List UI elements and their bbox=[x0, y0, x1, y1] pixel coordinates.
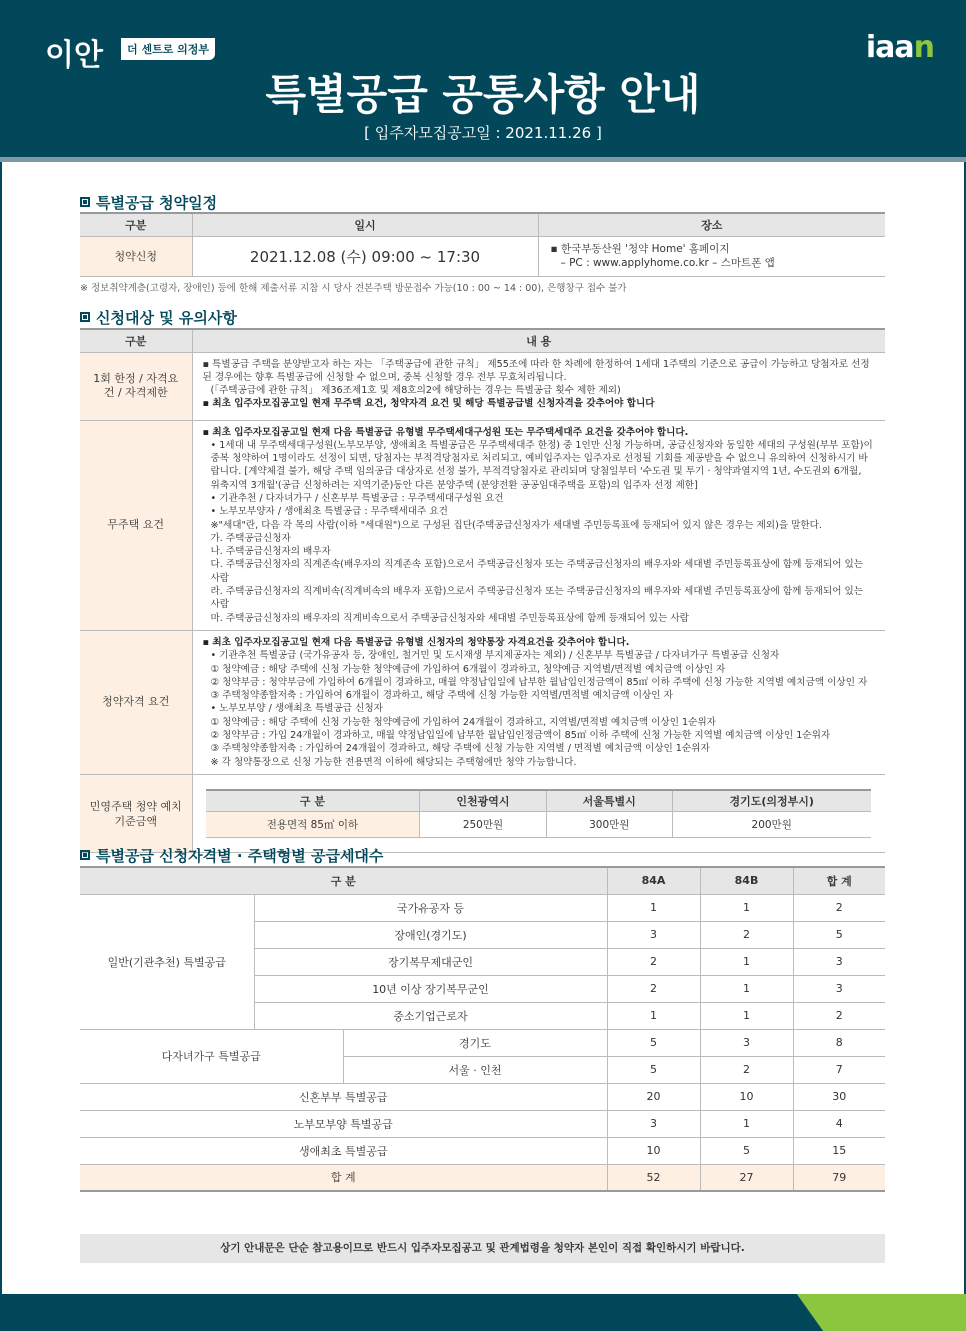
content-line: ※"세대"란, 다음 각 목의 사람(이하 "세대원")으로 구성된 집단(주택공급신청자가 세대별 주민등록표에 등재되어 있지 않은 경우는 제외)을 말한다. bbox=[210, 519, 822, 531]
cell-value: 1 bbox=[700, 975, 793, 1002]
content-line: 라. 주택공급신청자의 직계비속(직계비속의 배우자 포함)으로서 주택공급신청자 또는 주택공급신청자의 배우자와 세대별 주민등록표상에 함께 등재되어 있는 사람 bbox=[210, 586, 864, 611]
section-title-text: 특별공급 신청자격별 · 주택형별 공급세대수 bbox=[96, 847, 384, 865]
row-label: 생애최초 특별공급 bbox=[80, 1137, 607, 1164]
content-line: ▪ 최초 입주자모집공고일 현재 무주택 요건, 청약자격 요건 및 해당 특별공급별 신청자격을 갖추어야 합니다 bbox=[202, 398, 655, 410]
content-line: • 기관추천 특별공급 (국가유공자 등, 장애인, 철거민 및 도시재생 부지제공자는 제외) / 신혼부부 특별공급 / 다자녀가구 특별공급 신청자 bbox=[210, 650, 780, 662]
schedule-note: ※ 정보취약계층(고령자, 장애인) 등에 한해 제출서류 지참 시 당사 견본주택 방문접수 가능(10 : 00 ~ 14 : 00), 은행창구 접수 불가 bbox=[80, 283, 627, 294]
content-line: • 노부모부양 / 생애최초 특별공급 신청자 bbox=[210, 703, 383, 715]
brand-logo-left: 이안 bbox=[45, 38, 103, 73]
content-line: ※ 각 청약통장으로 신청 가능한 전용면적 이하에 해당되는 주택형에만 청약 가능합니다. bbox=[210, 756, 577, 768]
row-label: 장애인(경기도) bbox=[254, 921, 607, 948]
section-title-schedule bbox=[80, 192, 217, 213]
section-title-text: 신청대상 및 유의사항 bbox=[96, 309, 237, 327]
eligibility-row bbox=[80, 352, 885, 420]
page-title: 특별공급 공통사항 안내 bbox=[265, 70, 701, 119]
square-bullet-icon bbox=[80, 197, 90, 207]
eligibility-table bbox=[80, 328, 885, 853]
row-content bbox=[192, 420, 885, 630]
cell-value: 2 bbox=[607, 975, 700, 1002]
content-line: • 기관추천 / 다자녀가구 / 신혼부부 특별공급 : 무주택세대구성원 요건 bbox=[210, 492, 504, 504]
cell-value: 7 bbox=[793, 1056, 885, 1083]
disclaimer-note: 상기 안내문은 단순 참고용이므로 반드시 입주자모집공고 및 관계법령을 청약자 본인이 직접 확인하시기 바랍니다. bbox=[80, 1234, 885, 1263]
place-line: ▪ 한국부동산원 '청약 Home' 홈페이지 bbox=[550, 243, 730, 255]
cell-value: 27 bbox=[700, 1164, 793, 1191]
schedule-datetime: 2021.12.08 (수) 09:00 ~ 17:30 bbox=[192, 236, 538, 276]
cell-value: 2 bbox=[607, 948, 700, 975]
content-line: ▪ 최초 입주자모집공고일 현재 다음 특별공급 유형별 무주택세대구성원 또는 무주택세대주 요건을 갖추어야 합니다. bbox=[202, 426, 689, 438]
eligibility-row bbox=[80, 420, 885, 630]
col-header: 84A bbox=[607, 867, 700, 894]
deposit-cell bbox=[192, 774, 885, 853]
cell-value: 2 bbox=[700, 921, 793, 948]
deposit-value: 250만원 bbox=[420, 812, 546, 838]
group-label: 다자녀가구 특별공급 bbox=[80, 1029, 343, 1083]
col-header: 구 분 bbox=[206, 790, 420, 812]
content-line: ③ 주택청약종합저축 : 가입하여 24개월이 경과하고, 해당 주택에 신청 가능한 지역별 / 면적별 예치금액 이상인 1순위자 bbox=[210, 743, 710, 755]
cell-value: 1 bbox=[607, 894, 700, 921]
row-label: 국가유공자 등 bbox=[254, 894, 607, 921]
cell-value: 5 bbox=[607, 1056, 700, 1083]
cell-value: 52 bbox=[607, 1164, 700, 1191]
section-title-supply bbox=[80, 845, 383, 866]
schedule-table bbox=[80, 212, 885, 277]
brand-logo-right bbox=[866, 30, 934, 65]
row-label: 청약자격 요건 bbox=[80, 630, 192, 774]
content-line: • 노부모부양자 / 생애최초 특별공급 : 무주택세대주 요건 bbox=[210, 506, 448, 518]
cell-value: 20 bbox=[607, 1083, 700, 1110]
col-header: 서울특별시 bbox=[546, 790, 672, 812]
content-line: (「주택공급에 관한 규칙」 제36조제1호 및 제8호의2에 해당하는 경우는 특별공급 횟수 제한 제외) bbox=[210, 385, 621, 397]
row-label: 경기도 bbox=[343, 1029, 607, 1056]
col-header: 내 용 bbox=[192, 329, 885, 352]
col-header: 장소 bbox=[538, 213, 885, 236]
row-label: 무주택 요건 bbox=[80, 420, 192, 630]
logo-right-text: iaa bbox=[865, 30, 914, 65]
cell-value: 3 bbox=[793, 975, 885, 1002]
table-row bbox=[80, 1083, 885, 1110]
cell-value: 1 bbox=[700, 1002, 793, 1029]
row-label: 1회 한정 / 자격요건 / 자격제한 bbox=[80, 352, 192, 420]
cell-value: 15 bbox=[793, 1137, 885, 1164]
cell-value: 1 bbox=[700, 948, 793, 975]
row-label: 노부모부양 특별공급 bbox=[80, 1110, 607, 1137]
announcement-date: [ 입주자모집공고일 : 2021.11.26 ] bbox=[364, 124, 602, 142]
content-line: ① 청약예금 : 해당 주택에 신청 가능한 청약예금에 가입하여 6개월이 경과하고, 청약예금 지역별/면적별 예치금액 이상인 자 bbox=[210, 663, 726, 675]
content-line: ② 청약부금 : 청약부금에 가입하여 6개월이 경과하고, 매월 약정납입일에 납부한 월납입인정금액이 85㎡ 이하 주택에 신청 가능한 지역별 예치금액 이상인 자 bbox=[210, 676, 868, 688]
row-label: 청약신청 bbox=[80, 236, 192, 276]
row-label: 10년 이상 장기복무군인 bbox=[254, 975, 607, 1002]
cell-value: 30 bbox=[793, 1083, 885, 1110]
deposit-value: 300만원 bbox=[546, 812, 672, 838]
content-line: ① 청약예금 : 해당 주택에 신청 가능한 청약예금에 가입하여 24개월이 경과하고, 지역별/면적별 예치금액 이상인 1순위자 bbox=[210, 716, 716, 728]
table-row bbox=[80, 1164, 885, 1191]
cell-value: 1 bbox=[700, 1110, 793, 1137]
cell-value: 8 bbox=[793, 1029, 885, 1056]
col-header: 구 분 bbox=[80, 867, 607, 894]
row-label: 중소기업근로자 bbox=[254, 1002, 607, 1029]
cell-value: 3 bbox=[700, 1029, 793, 1056]
cell-value: 1 bbox=[700, 894, 793, 921]
supply-table bbox=[80, 866, 885, 1192]
cell-value: 10 bbox=[607, 1137, 700, 1164]
content-line: 가. 주택공급신청자 bbox=[210, 532, 291, 544]
square-bullet-icon bbox=[80, 312, 90, 322]
content-line: ▪ 특별공급 주택을 분양받고자 하는 자는 「주택공급에 관한 규칙」 제55조에 따라 한 차례에 한정하여 1세대 1주택의 기준으로 공급이 가능하고 당첨자로 선정된 경우에는 향후 특별공급에 신청할 수 없으며, 중복 신청할 경우 전부 무효처리됩니다. bbox=[202, 358, 870, 383]
col-header: 경기도(의정부시) bbox=[672, 790, 870, 812]
section-title-eligibility bbox=[80, 307, 237, 328]
col-header: 구분 bbox=[80, 213, 192, 236]
table-row bbox=[80, 1137, 885, 1164]
row-content bbox=[192, 630, 885, 774]
section-title-text: 특별공급 청약일정 bbox=[96, 194, 218, 212]
content-line: 마. 주택공급신청자의 배우자의 직계비속으로서 주택공급신청자와 세대별 주민등록표상에 함께 등재되어 있는 사람 bbox=[210, 612, 689, 624]
col-header: 인천광역시 bbox=[420, 790, 546, 812]
cell-value: 10 bbox=[700, 1083, 793, 1110]
row-label: 민영주택 청약 예치기준금액 bbox=[80, 774, 192, 853]
cell-value: 5 bbox=[700, 1137, 793, 1164]
eligibility-row bbox=[80, 630, 885, 774]
cell-value: 5 bbox=[793, 921, 885, 948]
row-label: 서울 · 인천 bbox=[343, 1056, 607, 1083]
col-header: 합 계 bbox=[793, 867, 885, 894]
col-header: 구분 bbox=[80, 329, 192, 352]
deposit-table bbox=[206, 789, 871, 839]
table-row bbox=[80, 1029, 885, 1056]
row-content bbox=[192, 352, 885, 420]
cell-value: 3 bbox=[607, 921, 700, 948]
cell-value: 79 bbox=[793, 1164, 885, 1191]
col-header: 일시 bbox=[192, 213, 538, 236]
table-row bbox=[80, 1110, 885, 1137]
cell-value: 5 bbox=[607, 1029, 700, 1056]
content-line: • 1세대 내 무주택세대구성원(노부모부양, 생애최초 특별공급은 무주택세대주 한정) 중 1인만 신청 가능하며, 공급신청자와 동일한 세대의 구성원(부부 포함)이 중복 청약하여 1명이라도 선정이 되면, 당첨자는 부적격당첨자로 처리되고, 예비입주자는 입주자로 선정될 기회를 제공받을 수 없으니 유의하여 신청하시기 바랍니다. [계약체결 불가, 해당 주택 임의공급 대상자로 선정 불가, 부적격당첨자로 관리되며 당첨일부터 '수도권 및 투기 · 청약과열지역 1년, 수도권외 6개월, 위축지역 3개월'(공급 신청하려는 지역기준)동안 다른 분양주택 (분양전환 공공임대주택을 포함)의 입주자 선정 제한] bbox=[210, 439, 873, 491]
row-label: 신혼부부 특별공급 bbox=[80, 1083, 607, 1110]
logo-right-accent: n bbox=[913, 30, 934, 65]
cell-value: 3 bbox=[607, 1110, 700, 1137]
content-line: ③ 주택청약종합저축 : 가입하여 6개월이 경과하고, 해당 주택에 신청 가능한 지역별/면적별 예치금액 이상인 자 bbox=[210, 690, 673, 702]
content-line: ② 청약부금 : 가입 24개월이 경과하고, 매월 약정납입일에 납부한 월납입인정금액이 85㎡ 이하 주택에 신청 가능한 지역별 예치금액 이상인 1순위자 bbox=[210, 730, 831, 742]
group-label: 일반(기관추천) 특별공급 bbox=[80, 894, 254, 1029]
cell-value: 4 bbox=[793, 1110, 885, 1137]
content-line: ▪ 최초 입주자모집공고일 현재 다음 특별공급 유형별 신청자의 청약통장 자격요건을 갖추어야 합니다. bbox=[202, 636, 630, 648]
content-line: 다. 주택공급신청자의 직계존속(배우자의 직계존속 포함)으로서 주택공급신청자 또는 주택공급신청자의 배우자와 세대별 주민등록표상에 함께 등재되어 있는 사람 bbox=[210, 559, 864, 584]
deposit-value: 200만원 bbox=[672, 812, 870, 838]
cell-value: 2 bbox=[793, 1002, 885, 1029]
col-header: 84B bbox=[700, 867, 793, 894]
brand-tag: 더 센트로 의정부 bbox=[121, 38, 215, 60]
cell-value: 2 bbox=[793, 894, 885, 921]
row-label: 합 계 bbox=[80, 1164, 607, 1191]
schedule-place bbox=[538, 236, 885, 276]
place-url[interactable]: – PC : www.applyhome.co.kr – 스마트폰 앱 bbox=[560, 257, 775, 269]
cell-value: 1 bbox=[607, 1002, 700, 1029]
square-bullet-icon bbox=[80, 850, 90, 860]
row-label: 장기복무제대군인 bbox=[254, 948, 607, 975]
row-label: 전용면적 85㎡ 이하 bbox=[206, 812, 420, 838]
cell-value: 3 bbox=[793, 948, 885, 975]
cell-value: 2 bbox=[700, 1056, 793, 1083]
table-row bbox=[80, 894, 885, 921]
header-banner bbox=[0, 0, 966, 162]
content-line: 나. 주택공급신청자의 배우자 bbox=[210, 546, 331, 558]
